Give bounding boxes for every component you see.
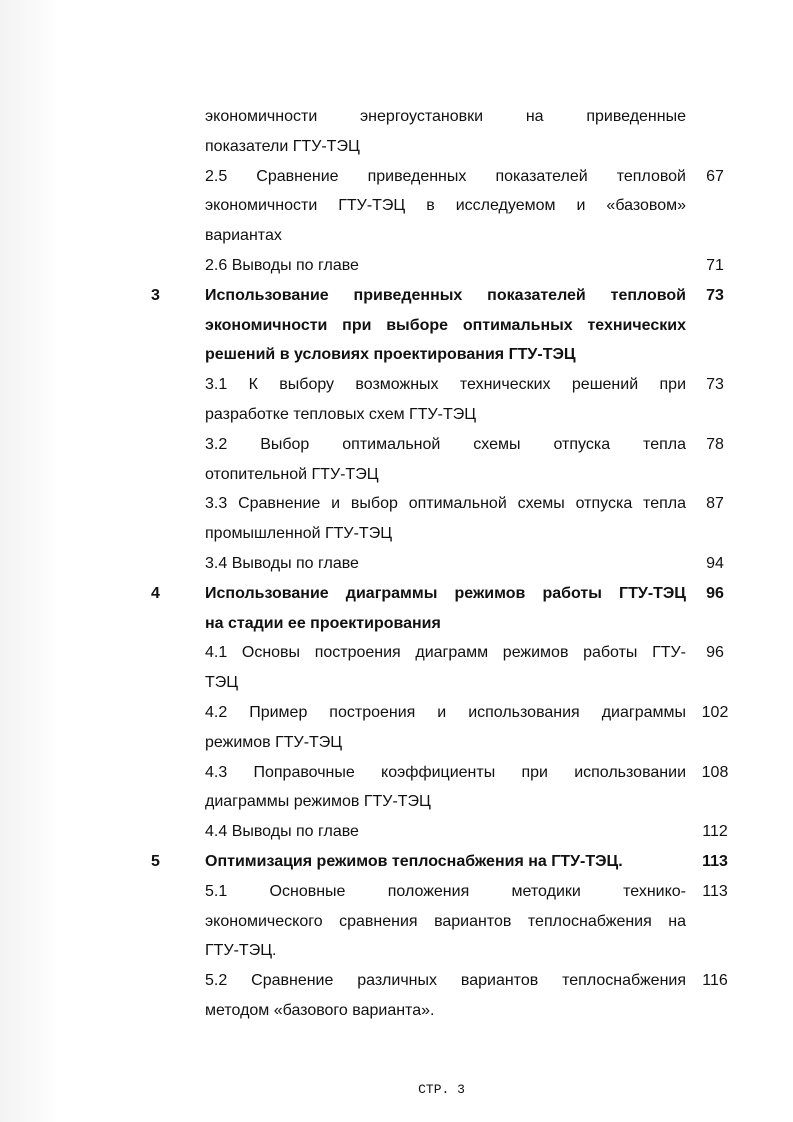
toc-entry-text: 5.1 Основные положения методики технико- bbox=[205, 882, 686, 900]
toc-entry-text: экономичности энергоустановки на приведенные bbox=[205, 108, 686, 125]
toc-entry-text: отопительной ГТУ-ТЭЦ bbox=[205, 465, 379, 483]
toc-line bbox=[0, 817, 793, 847]
toc-line bbox=[0, 489, 793, 519]
page-number: 67 bbox=[706, 167, 724, 185]
toc-line bbox=[0, 758, 793, 788]
page-number: 113 bbox=[702, 853, 728, 870]
toc-line bbox=[0, 162, 793, 192]
toc-line bbox=[0, 281, 793, 311]
toc-entry-text: 2.5 Сравнение приведенных показателей тепловой bbox=[205, 167, 686, 185]
toc-entry-text: 4.3 Поправочные коэффициенты при использовании bbox=[205, 763, 686, 781]
toc-entry-text: 3.4 Выводы по главе bbox=[205, 555, 359, 572]
toc-entry-text: 3.1 К выбору возможных технических решений при bbox=[205, 376, 686, 394]
toc-line bbox=[0, 102, 793, 132]
toc-line bbox=[0, 787, 793, 817]
page-number: 113 bbox=[702, 882, 728, 900]
toc-line bbox=[0, 340, 793, 370]
chapter-title: Использование приведенных показателей тепловой bbox=[205, 286, 686, 304]
toc-line bbox=[0, 370, 793, 400]
toc-line bbox=[0, 907, 793, 937]
toc-line bbox=[0, 966, 793, 996]
page-number: 94 bbox=[706, 555, 724, 572]
toc-line bbox=[0, 936, 793, 966]
toc-line bbox=[0, 311, 793, 341]
page-number: 71 bbox=[706, 257, 724, 274]
page-number: 116 bbox=[702, 972, 728, 990]
toc-entry-text: 4.4 Выводы по главе bbox=[205, 823, 359, 841]
toc-entry-text: 3.3 Сравнение и выбор оптимальной схемы отпуска тепла bbox=[205, 495, 686, 513]
page-number: 112 bbox=[702, 823, 728, 841]
toc-entry-text: ТЭЦ bbox=[205, 674, 239, 692]
toc-line bbox=[0, 728, 793, 758]
toc-line bbox=[0, 579, 793, 609]
toc-entry-text: 4.1 Основы построения диаграмм режимов работы ГТУ- bbox=[205, 644, 686, 662]
toc-entry-text: режимов ГТУ-ТЭЦ bbox=[205, 733, 343, 751]
chapter-title: экономичности при выборе оптимальных технических bbox=[205, 316, 686, 334]
toc-entry-text: диаграммы режимов ГТУ-ТЭЦ bbox=[205, 793, 431, 811]
toc-entry-text: 4.2 Пример построения и использования диаграммы bbox=[205, 704, 686, 721]
toc-entry-text: методом «базового варианта». bbox=[205, 1002, 435, 1019]
toc-line bbox=[0, 460, 793, 490]
toc-line bbox=[0, 221, 793, 251]
page-number: 73 bbox=[706, 376, 724, 394]
toc-entry-text: показатели ГТУ-ТЭЦ bbox=[205, 137, 360, 155]
toc-entry-text: ГТУ-ТЭЦ. bbox=[205, 942, 277, 960]
toc-entry-text: 5.2 Сравнение различных вариантов теплоснабжения bbox=[205, 972, 686, 990]
page-number: 73 bbox=[706, 286, 724, 304]
toc-line bbox=[0, 549, 793, 579]
chapter-number: 5 bbox=[151, 853, 160, 870]
page-number: 96 bbox=[706, 644, 724, 662]
toc-line bbox=[0, 251, 793, 281]
toc-line bbox=[0, 668, 793, 698]
toc-line bbox=[0, 400, 793, 430]
page-number: 108 bbox=[701, 763, 729, 781]
page-number: 102 bbox=[701, 704, 729, 721]
toc-entry-text: разработке тепловых схем ГТУ-ТЭЦ bbox=[205, 406, 477, 423]
toc-line bbox=[0, 877, 793, 907]
toc-line bbox=[0, 609, 793, 639]
page-number: 96 bbox=[706, 584, 724, 602]
page-number: 87 bbox=[706, 495, 724, 513]
chapter-title: решений в условиях проектирования ГТУ-ТЭЦ bbox=[205, 346, 576, 364]
chapter-title: на стадии ее проектирования bbox=[205, 614, 441, 632]
toc-line bbox=[0, 638, 793, 668]
chapter-title: Использование диаграммы режимов работы ГТУ-ТЭЦ bbox=[205, 584, 686, 602]
toc-line bbox=[0, 132, 793, 162]
toc-line bbox=[0, 430, 793, 460]
toc-line bbox=[0, 847, 793, 877]
toc-entry-text: экономичности ГТУ-ТЭЦ в исследуемом и «базовом» bbox=[205, 197, 686, 215]
toc-entry-text: 2.6 Выводы по главе bbox=[205, 257, 359, 274]
toc-line bbox=[0, 519, 793, 549]
toc-line bbox=[0, 191, 793, 221]
page-number: 78 bbox=[706, 435, 724, 453]
chapter-number: 4 bbox=[151, 584, 160, 602]
toc-line bbox=[0, 996, 793, 1026]
toc-line bbox=[0, 698, 793, 728]
toc-entry-text: промышленной ГТУ-ТЭЦ bbox=[205, 525, 393, 543]
chapter-title: Оптимизация режимов теплоснабжения на ГТУ-ТЭЦ. bbox=[205, 853, 623, 870]
page-footer: СТР. 3 bbox=[418, 1082, 465, 1097]
toc-entry-text: экономического сравнения вариантов теплоснабжения на bbox=[205, 912, 686, 930]
toc-entry-text: вариантах bbox=[205, 227, 282, 245]
chapter-number: 3 bbox=[151, 286, 160, 304]
toc-entry-text: 3.2 Выбор оптимальной схемы отпуска тепла bbox=[205, 435, 686, 453]
